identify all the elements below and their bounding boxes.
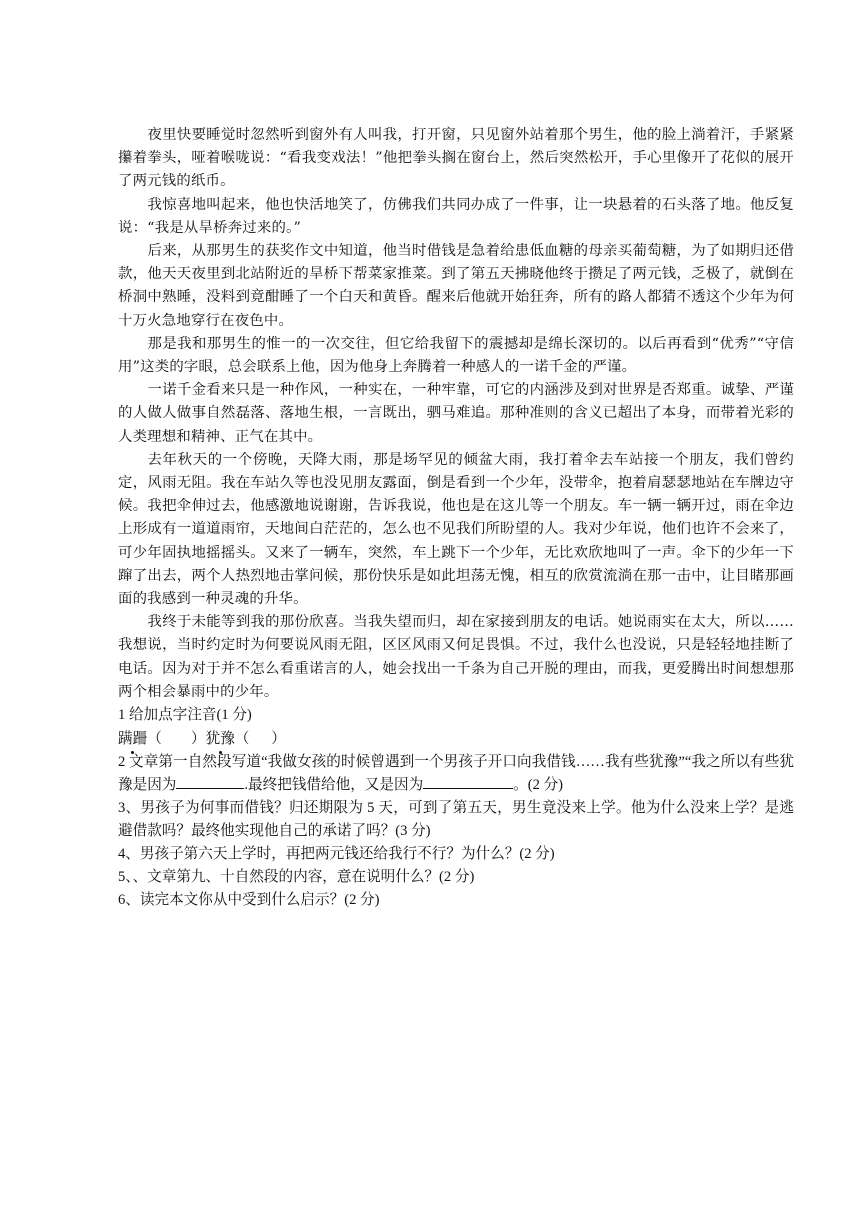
question-2 (118, 751, 794, 797)
question-1-answer-2[interactable]: （ ） (234, 731, 286, 748)
question-1-title: 1 给加点字注音(1 分) (118, 707, 252, 724)
passage-paragraph-6: 去年秋天的一个傍晚，天降大雨，那是场罕见的倾盆大雨，我打着伞去车站接一个朋友，我们曾约定，风雨无阻。我在车站久等也没见朋友露面，倒是看到一个少年，没带伞，抱着肩瑟瑟地站在车牌边守候。我把伞伸过去，他感激地说谢谢，告诉我说，他也是在这儿等一个朋友。车一辆一辆开过，雨在伞边上形成有一道道雨帘，天地间白茫茫的，怎么也不见我们所盼望的人。我对少年说，他们也许不会来了，可少年固执地摇摇头。又来了一辆车，突然，车上跳下一个少年，无比欢欣地叫了一声。伞下的少年一下蹿了出去，两个人热烈地击掌问候，那份快乐是如此坦荡无愧，相互的欣赏流淌在那一击中，让目睹那画面的我感到一种灵魂的升华。 (118, 451, 794, 608)
question-2-blank-2[interactable] (423, 774, 513, 789)
question-1-word-1: 蹒跚 (118, 727, 147, 751)
passage-paragraph-5: 一诺千金看来只是一种作风，一种实在，一种牢靠，可它的内涵涉及到对世界是否郑重。诚挚、严谨的人做人做事自然磊落、落地生根，一言既出，驷马难追。那种准则的含义已超出了本身，而带着光彩的人类理想和精神、正气在其中。 (118, 382, 794, 445)
passage-paragraph-7: 我终于未能等到我的那份欣喜。当我失望而归，却在家接到朋友的电话。她说雨实在太大，所以……我想说，当时约定时为何要说风雨无阻，区区风雨又何足畏惧。不过，我什么也没说，只是轻轻地挂断了电话。因为对于并不怎么看重诺言的人，她会找出一千条为自己开脱的理由，而我，更爱腾出时间想想那两个相会暴雨中的少年。 (118, 614, 794, 700)
question-2-text-1: 2 文章第一自然段写道“我做女孩的时候曾遇到一个男孩子开口向我借钱……我有些犹豫”“我之所以有些犹豫是因为 (118, 754, 794, 794)
question-2-text-2: .最终把钱借给他，又是因为 (244, 777, 424, 794)
question-2-text-3: 。(2 分) (513, 777, 564, 794)
question-2-blank-1[interactable] (176, 774, 244, 789)
question-1-word-2: 犹豫 (206, 727, 235, 751)
question-3: 3、男孩子为何事而借钱？归还期限为 5 天，可到了第五天，男生竟没来上学。他为什么没来上学？是逃避借款吗？最终他实现他自己的承诺了吗？(3 分) (118, 800, 794, 840)
question-5: 5、、文章第九、十自然段的内容，意在说明什么？(2 分) (118, 869, 475, 886)
question-1-words (118, 727, 794, 751)
passage-paragraph-3: 后来，从那男生的获奖作文中知道，他当时借钱是急着给患低血糖的母亲买葡萄糖，为了如期归还借款，他天天夜里到北站附近的旱桥下帮菜家推菜。到了第五天拂晓他终于攒足了两元钱，乏极了，就倒在桥洞中熟睡，没料到竟酣睡了一个白天和黄昏。醒来后他就开始狂奔，所有的路人都猜不透这个少年为何十万火急地穿行在夜色中。 (118, 243, 794, 329)
passage-paragraph-4: 那是我和那男生的惟一的一次交往，但它给我留下的震撼却是绵长深切的。以后再看到“优秀”“守信用”这类的字眼，总会联系上他，因为他身上奔腾着一种感人的一诺千金的严谨。 (118, 335, 794, 376)
question-1-answer-1[interactable]: （ ） (147, 731, 206, 748)
passage-paragraph-2: 我惊喜地叫起来，他也快活地笑了，仿佛我们共同办成了一件事，让一块悬着的石头落了地。他反复说：“我是从旱桥奔过来的。” (118, 196, 794, 236)
question-6: 6、读完本文你从中受到什么启示？(2 分) (118, 892, 380, 909)
question-4: 4、男孩子第六天上学时，再把两元钱还给我行不行？为什么？(2 分) (118, 846, 555, 863)
document-page (118, 124, 794, 912)
passage-paragraph-1: 夜里快要睡觉时忽然听到窗外有人叫我，打开窗，只见窗外站着那个男生，他的脸上淌着汗，手紧紧攥着拳头，哑着喉咙说：“看我变戏法！”他把拳头搁在窗台上，然后突然松开，手心里像开了花似的展开了两元钱的纸币。 (118, 127, 794, 190)
